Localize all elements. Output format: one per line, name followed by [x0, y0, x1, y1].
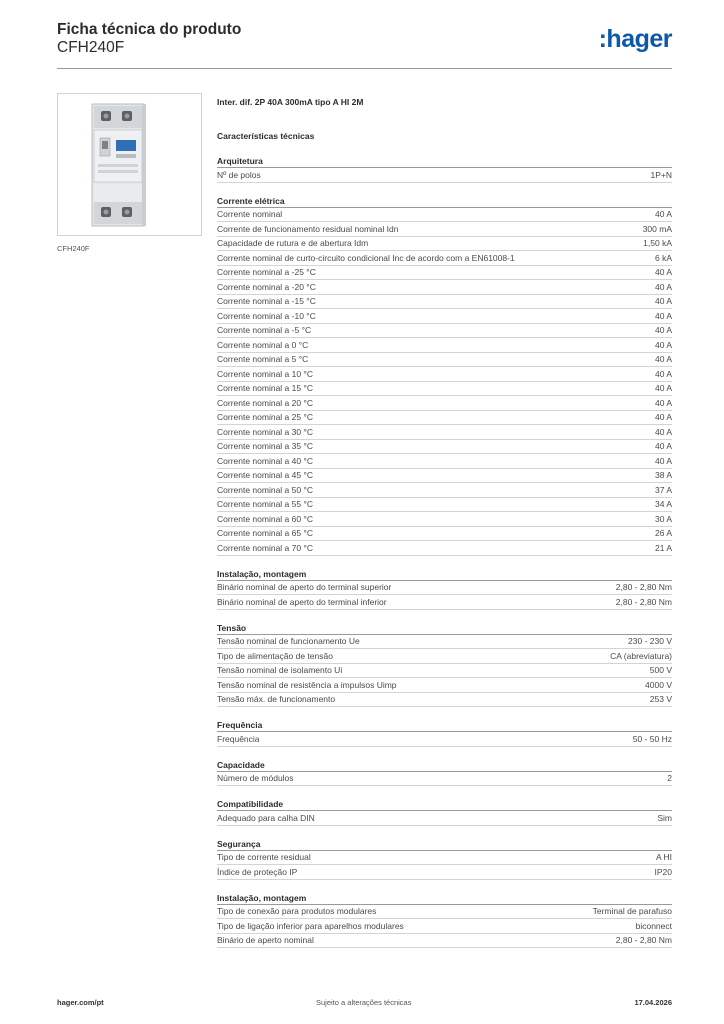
spec-row: [217, 168, 672, 183]
tech-specs-heading: Características técnicas: [217, 131, 315, 141]
spec-value: 253 V: [649, 694, 672, 705]
section-title: Corrente elétrica: [217, 194, 672, 208]
image-caption: CFH240F: [57, 244, 90, 253]
section-title: Frequência: [217, 718, 672, 732]
spec-value: 1P+N: [650, 169, 672, 180]
spec-value: 2: [667, 773, 672, 784]
spec-row: [217, 919, 672, 934]
footer-note: Sujeito a alterações técnicas: [316, 998, 412, 1007]
spec-value: 40 A: [654, 310, 672, 321]
spec-row: [217, 581, 672, 596]
spec-section: [217, 837, 672, 880]
spec-row: [217, 851, 672, 866]
spec-label: Tipo de corrente residual: [217, 852, 311, 863]
spec-value: 4000 V: [645, 679, 672, 690]
spec-label: Corrente nominal a 0 °C: [217, 339, 309, 350]
spec-section: [217, 567, 672, 610]
spec-value: 40 A: [654, 339, 672, 350]
spec-label: Corrente nominal a 40 °C: [217, 455, 314, 466]
section-title: Segurança: [217, 837, 672, 851]
spec-row: [217, 309, 672, 324]
spec-row: [217, 440, 672, 455]
spec-label: Índice de proteção IP: [217, 866, 298, 877]
spec-row: [217, 934, 672, 949]
spec-row: [217, 649, 672, 664]
spec-label: Capacidade de rutura e de abertura Idm: [217, 238, 369, 249]
spec-section: [217, 758, 672, 787]
spec-row: [217, 353, 672, 368]
spec-label: Tensão nominal de funcionamento Ue: [217, 636, 360, 647]
spec-value: Terminal de parafuso: [592, 906, 672, 917]
spec-label: Tipo de ligação inferior para aparelhos modulares: [217, 920, 404, 931]
spec-label: Corrente nominal a 20 °C: [217, 397, 314, 408]
spec-row: [217, 280, 672, 295]
spec-value: 38 A: [654, 470, 672, 481]
spec-row: [217, 595, 672, 610]
spec-label: Tensão nominal de isolamento Ui: [217, 665, 343, 676]
spec-row: [217, 411, 672, 426]
spec-value: 26 A: [654, 528, 672, 539]
spec-label: Corrente nominal a -15 °C: [217, 296, 316, 307]
spec-value: 2,80 - 2,80 Nm: [615, 582, 672, 593]
spec-row: [217, 905, 672, 920]
spec-label: Binário nominal de aperto do terminal inferior: [217, 596, 387, 607]
spec-value: biconnect: [635, 920, 672, 931]
section-title: Compatibilidade: [217, 797, 672, 811]
spec-value: 40 A: [654, 412, 672, 423]
page-header: [57, 21, 672, 69]
spec-label: Corrente nominal a -25 °C: [217, 267, 316, 278]
spec-section: [217, 718, 672, 747]
spec-row: [217, 527, 672, 542]
spec-label: Corrente nominal a 5 °C: [217, 354, 309, 365]
spec-label: Corrente nominal a 10 °C: [217, 368, 314, 379]
section-title: Instalação, montagem: [217, 891, 672, 905]
product-reference: CFH240F: [57, 39, 125, 56]
spec-row: [217, 664, 672, 679]
spec-value: 40 A: [654, 354, 672, 365]
spec-value: 2,80 - 2,80 Nm: [615, 596, 672, 607]
product-image: [57, 93, 202, 236]
spec-label: Tensão nominal de resistência a impulsos Uimp: [217, 679, 397, 690]
spec-label: Corrente nominal a 45 °C: [217, 470, 314, 481]
spec-label: Corrente de funcionamento residual nominal Idn: [217, 223, 399, 234]
spec-row: [217, 396, 672, 411]
spec-section: [217, 891, 672, 949]
footer-date: 17.04.2026: [634, 998, 672, 1007]
spec-value: 6 kA: [654, 252, 672, 263]
spec-value: 40 A: [654, 325, 672, 336]
spec-value: 40 A: [654, 267, 672, 278]
spec-label: Corrente nominal a 65 °C: [217, 528, 314, 539]
spec-row: [217, 512, 672, 527]
spec-label: Binário de aperto nominal: [217, 935, 314, 946]
spec-label: Corrente nominal a -5 °C: [217, 325, 312, 336]
spec-value: 230 - 230 V: [628, 636, 672, 647]
spec-value: 2,80 - 2,80 Nm: [615, 935, 672, 946]
spec-value: 40 A: [654, 209, 672, 220]
spec-label: Frequência: [217, 733, 260, 744]
spec-value: Sim: [657, 812, 672, 823]
spec-row: [217, 498, 672, 513]
section-title: Arquitetura: [217, 154, 672, 168]
spec-label: Corrente nominal a 25 °C: [217, 412, 314, 423]
spec-value: 500 V: [649, 665, 672, 676]
spec-section: [217, 797, 672, 826]
spec-row: [217, 865, 672, 880]
page-title: Ficha técnica do produto: [57, 21, 242, 38]
spec-value: 40 A: [654, 281, 672, 292]
section-title: Capacidade: [217, 758, 672, 772]
spec-row: [217, 382, 672, 397]
spec-row: [217, 772, 672, 787]
spec-label: Número de módulos: [217, 773, 294, 784]
spec-label: Tipo de conexão para produtos modulares: [217, 906, 377, 917]
spec-value: 50 - 50 Hz: [632, 733, 672, 744]
spec-value: 40 A: [654, 383, 672, 394]
spec-value: CA (abreviatura): [610, 650, 672, 661]
spec-row: [217, 454, 672, 469]
spec-row: [217, 541, 672, 556]
spec-content: [217, 96, 672, 959]
spec-value: A HI: [655, 852, 672, 863]
spec-value: 40 A: [654, 397, 672, 408]
spec-row: [217, 237, 672, 252]
spec-label: Nº de polos: [217, 169, 261, 180]
product-name: Inter. dif. 2P 40A 300mA tipo A HI 2M: [217, 97, 364, 107]
spec-value: 21 A: [654, 542, 672, 553]
spec-value: 40 A: [654, 426, 672, 437]
spec-label: Corrente nominal a 70 °C: [217, 542, 314, 553]
spec-value: 1,50 kA: [643, 238, 672, 249]
spec-label: Corrente nominal a 60 °C: [217, 513, 314, 524]
spec-sections: [217, 154, 672, 948]
footer-website: hager.com/pt: [57, 998, 104, 1007]
spec-row: [217, 469, 672, 484]
spec-label: Tensão máx. de funcionamento: [217, 694, 336, 705]
spec-label: Corrente nominal a -20 °C: [217, 281, 316, 292]
spec-value: 40 A: [654, 455, 672, 466]
spec-label: Corrente nominal: [217, 209, 283, 220]
spec-row: [217, 208, 672, 223]
spec-section: [217, 194, 672, 556]
spec-row: [217, 635, 672, 650]
spec-label: Corrente nominal a 50 °C: [217, 484, 314, 495]
spec-value: 34 A: [654, 499, 672, 510]
spec-row: [217, 693, 672, 708]
spec-row: [217, 251, 672, 266]
spec-row: [217, 483, 672, 498]
spec-section: [217, 154, 672, 183]
spec-row: [217, 425, 672, 440]
spec-value: 40 A: [654, 368, 672, 379]
spec-section: [217, 621, 672, 708]
spec-label: Corrente nominal de curto-circuito condicional Inc de acordo com a EN61008-1: [217, 252, 515, 263]
spec-row: [217, 367, 672, 382]
hager-logo: :hager: [598, 25, 672, 53]
spec-label: Corrente nominal a -10 °C: [217, 310, 316, 321]
spec-value: 40 A: [654, 296, 672, 307]
spec-label: Adequado para calha DIN: [217, 812, 315, 823]
spec-value: 37 A: [654, 484, 672, 495]
spec-row: [217, 811, 672, 826]
spec-label: Corrente nominal a 30 °C: [217, 426, 314, 437]
spec-label: Tipo de alimentação de tensão: [217, 650, 333, 661]
spec-label: Binário nominal de aperto do terminal superior: [217, 582, 392, 593]
spec-row: [217, 338, 672, 353]
spec-value: IP20: [654, 866, 672, 877]
spec-label: Corrente nominal a 35 °C: [217, 441, 314, 452]
spec-value: 30 A: [654, 513, 672, 524]
spec-row: [217, 295, 672, 310]
spec-label: Corrente nominal a 15 °C: [217, 383, 314, 394]
spec-row: [217, 266, 672, 281]
spec-row: [217, 324, 672, 339]
section-title: Tensão: [217, 621, 672, 635]
spec-row: [217, 678, 672, 693]
circuit-breaker-illustration: [58, 94, 201, 235]
spec-label: Corrente nominal a 55 °C: [217, 499, 314, 510]
spec-value: 40 A: [654, 441, 672, 452]
spec-value: 300 mA: [642, 223, 672, 234]
spec-row: [217, 732, 672, 747]
spec-row: [217, 222, 672, 237]
section-title: Instalação, montagem: [217, 567, 672, 581]
